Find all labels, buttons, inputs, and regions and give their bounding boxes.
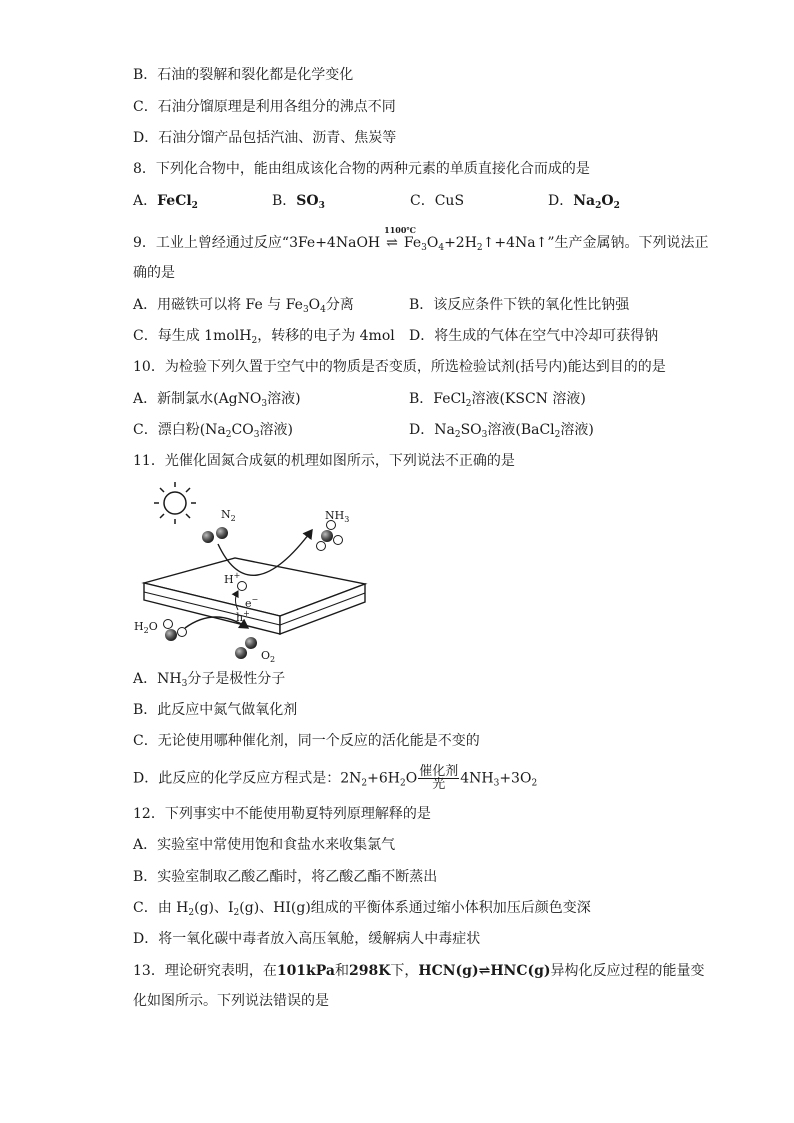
reaction-condition-fraction: $\frac{\text{催化剂}}{\text{光}}$ bbox=[419, 764, 459, 792]
q12-stem: 12．下列事实中不能使用勒夏特列原理解释的是 bbox=[133, 806, 431, 822]
o2-molecule bbox=[235, 637, 257, 659]
sun-icon bbox=[154, 482, 196, 524]
q8-stem: 8．下列化合物中，能由组成该化合物的两种元素的单质直接化合而成的是 bbox=[133, 161, 590, 177]
hole-label: h+ bbox=[236, 609, 250, 624]
o2-label: $O_2$ bbox=[261, 649, 276, 664]
q7-option-b: B．石油的裂解和裂化都是化学变化 bbox=[133, 67, 354, 83]
q11-option-b: B．此反应中氮气做氧化剂 bbox=[133, 702, 298, 718]
q10-option-b: B．FeCl$_2$溶液(KSCN 溶液) bbox=[409, 391, 586, 409]
n2-label: $N_2$ bbox=[221, 508, 236, 523]
q11-option-c: C．无论使用哪种催化剂，同一个反应的活化能是不变的 bbox=[133, 733, 480, 749]
n2-molecule bbox=[202, 527, 228, 543]
electron-label: e− bbox=[245, 595, 259, 610]
q12-option-c: C．由 $H_2(g)$、$I_2(g)$、HI(g)组成的平衡体系通过缩小体积加压后颜色变深 bbox=[133, 900, 591, 918]
nh3-label: $NH_3$ bbox=[325, 509, 350, 524]
q11-stem: 11．光催化固氮合成氨的机理如图所示，下列说法不正确的是 bbox=[133, 453, 515, 469]
h2o-molecule bbox=[164, 620, 187, 642]
h2o-label: $H_2O$ bbox=[134, 620, 158, 635]
nh3-molecule bbox=[317, 521, 343, 551]
q9-option-b: B．该反应条件下铁的氧化性比钠强 bbox=[409, 297, 630, 313]
q12-option-d: D．将一氧化碳中毒者放入高压氧舱，缓解病人中毒症状 bbox=[133, 931, 481, 947]
q9-stem-line2: 确的是 bbox=[133, 265, 175, 281]
photocatalysis-diagram bbox=[130, 478, 390, 668]
q9-stem: 9．工业上曾经通过反应“3Fe+4NaOH 1100℃ ⇌ $Fe_3O_4+2H_2↑+4Na↑$”生产金属钠。下列说法正 bbox=[133, 225, 709, 253]
q13-stem-line2: 化如图所示。下列说法错误的是 bbox=[133, 993, 329, 1009]
q7-option-c: C．石油分馏原理是利用各组分的沸点不同 bbox=[133, 99, 396, 115]
q8-option-c: C．CuS bbox=[410, 193, 465, 209]
q12-option-b: B．实验室制取乙酸乙酯时，将乙酸乙酯不断蒸出 bbox=[133, 869, 438, 885]
q8-option-b: B．$SO_3$ bbox=[272, 193, 325, 211]
q10-option-a: A．新制氯水(AgNO$_3$溶液) bbox=[133, 391, 301, 409]
q12-option-a: A．实验室中常使用饱和食盐水来收集氯气 bbox=[133, 837, 396, 853]
q7-option-d: D．石油分馏产品包括汽油、沥青、焦炭等 bbox=[133, 130, 397, 146]
q8-option-a: A．FeCl$_2$ bbox=[133, 193, 198, 211]
q8-option-d: D．$Na_2O_2$ bbox=[548, 193, 620, 211]
q11-option-d: D．此反应的化学反应方程式是：$2N_2+6H_2O$ $\frac{\text{催化剂}}{\text{光}}$ $4NH_3+3O_2$ bbox=[133, 764, 538, 792]
q11-option-a: A．$NH_3$分子是极性分子 bbox=[133, 671, 286, 689]
q9-option-a: A．用磁铁可以将 Fe 与 $Fe_3O_4$分离 bbox=[133, 297, 354, 315]
q10-option-c: C．漂白粉($Na_2CO_3$溶液) bbox=[133, 422, 293, 440]
q10-stem: 10．为检验下列久置于空气中的物质是否变质，所选检验试剂(括号内)能达到目的的是 bbox=[133, 359, 666, 375]
q10-option-d: D．$Na_2SO_3$溶液(BaCl$_2$溶液) bbox=[409, 422, 594, 440]
q13-stem: 13．理论研究表明，在101kPa和298K下，HCN(g)⇌HNC(g)异构化反应过程的能量变 bbox=[133, 963, 705, 979]
h-plus-label: H+ bbox=[224, 571, 241, 586]
q9-option-d: D．将生成的气体在空气中冷却可获得钠 bbox=[409, 328, 659, 344]
q9-reaction-arrow: 1100℃ ⇌ bbox=[384, 225, 416, 251]
q9-option-c: C．每生成 1molH$_2$，转移的电子为 4mol bbox=[133, 328, 395, 346]
h-plus-atom bbox=[238, 582, 247, 591]
